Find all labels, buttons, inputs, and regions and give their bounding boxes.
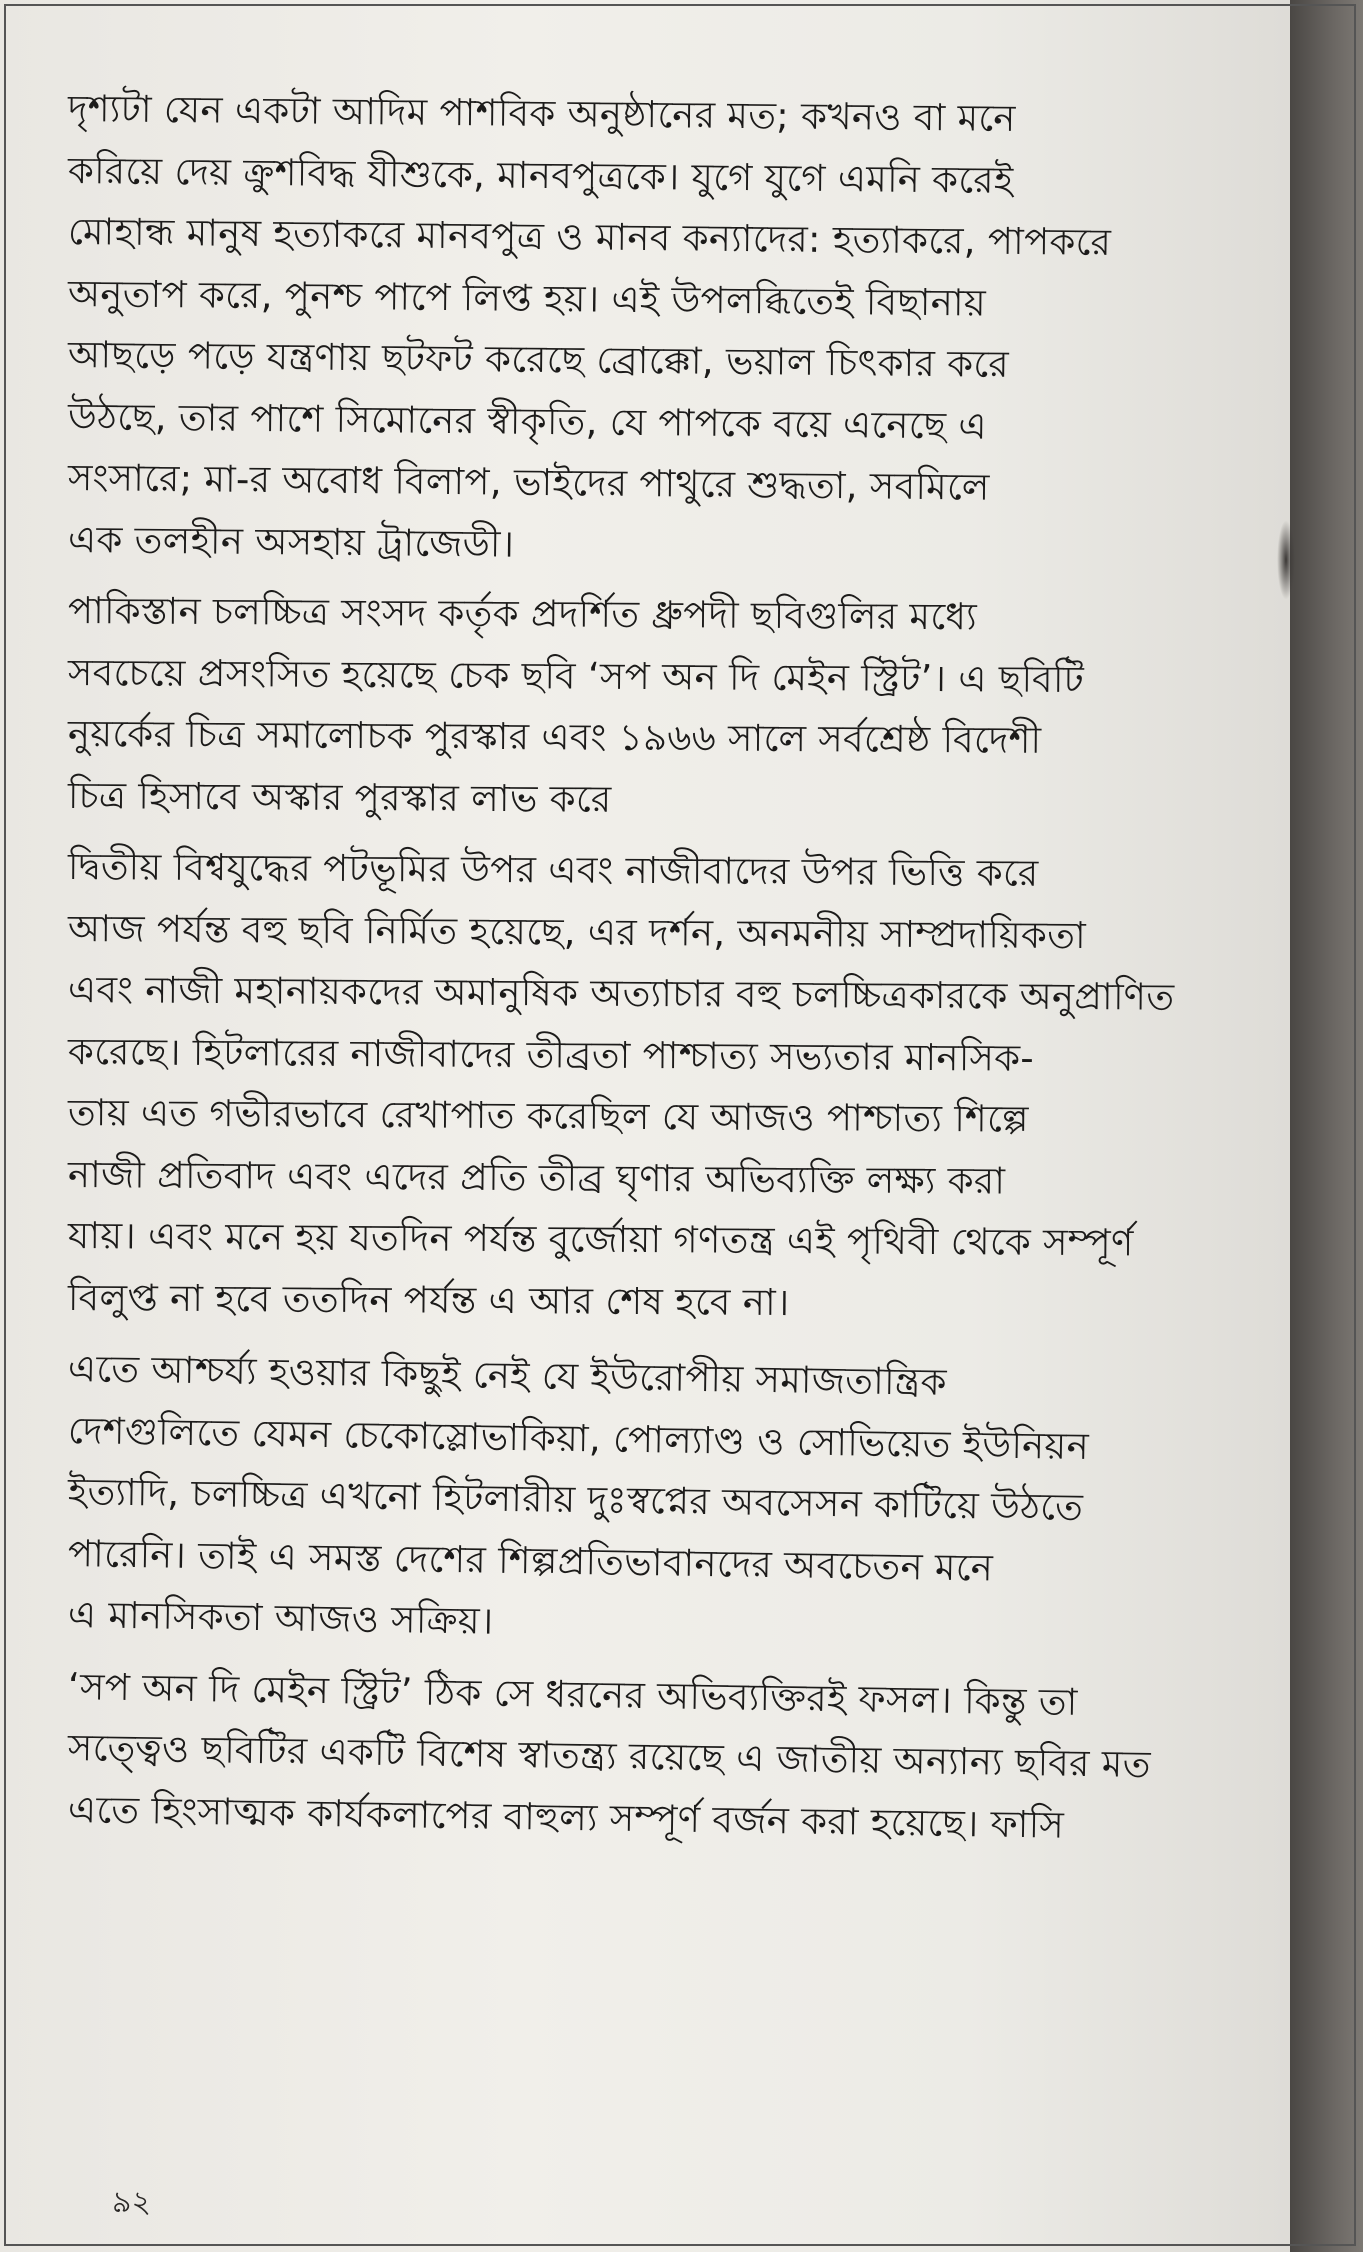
text-line: সত্ত্বেও ছবিটির একটি বিশেষ স্বাতন্ত্র্য রয়েছে এ জাতীয় অন্যান্য ছবির মত bbox=[67, 1726, 1152, 1787]
text-line: বিলুপ্ত না হবে ততদিন পর্যন্ত এ আর শেষ হবে না। bbox=[67, 1275, 790, 1324]
text-line: তায় এত গভীরভাবে রেখাপাত করেছিল যে আজও পাশ্চাত্য শিল্পে bbox=[67, 1091, 1029, 1141]
text-line: পাকিস্তান চলচ্চিত্র সংসদ কর্তৃক প্রদর্শিত ধ্রুপদী ছবিগুলির মধ্যে bbox=[67, 589, 978, 639]
text-line: দ্বিতীয় বিশ্বযুদ্ধের পটভূমির উপর এবং নাজীবাদের উপর ভিত্তি করে bbox=[67, 845, 1039, 895]
binding-shadow bbox=[1277, 520, 1295, 600]
text-line: উঠছে, তার পাশে সিমোনের স্বীকৃতি, যে পাপকে বয়ে এনেছে এ bbox=[67, 394, 988, 448]
text-line: ইত্যাদি, চলচ্চিত্র এখনো হিটলারীয় দুঃস্বপ্নের অবসেসন কাটিয়ে উঠতে bbox=[67, 1470, 1084, 1529]
text-line: সবচেয়ে প্রসংসিত হয়েছে চেক ছবি ‘সপ অন দি মেইন স্ট্রিট’। এ ছবিটি bbox=[67, 650, 1085, 701]
text-line: এতে আশ্চর্য্য হওয়ার কিছুই নেই যে ইউরোপীয় সমাজতান্ত্রিক bbox=[67, 1347, 948, 1404]
text-line: চিত্র হিসাবে অস্কার পুরস্কার লাভ করে bbox=[67, 773, 612, 821]
paragraph-2 bbox=[68, 580, 1278, 826]
paragraph-3 bbox=[68, 836, 1278, 1328]
paragraph-5 bbox=[67, 1656, 1278, 1847]
text-line: নাজী প্রতিবাদ এবং এদের প্রতি তীব্র ঘৃণার অভিব্যক্তি লক্ষ্য করা bbox=[67, 1152, 1006, 1203]
text-line: আছড়ে পড়ে যন্ত্রণায় ছটফট করেছে ব্রোক্কো, ভয়াল চিৎকার করে bbox=[67, 333, 1010, 386]
text-line: করেছে। হিটলারের নাজীবাদের তীব্রতা পাশ্চাত্য সভ্যতার মানসিক- bbox=[67, 1029, 1035, 1080]
text-line: পারেনি। তাই এ সমস্ত দেশের শিল্পপ্রতিভাবানদের অবচেতন মনে bbox=[67, 1531, 994, 1590]
page-edge bbox=[1290, 0, 1363, 2252]
text-line: অনুতাপ করে, পুনশ্চ পাপে লিপ্ত হয়। এই উপলব্ধিতেই বিছানায় bbox=[67, 271, 987, 325]
text-line: নুয়র্কের চিত্র সমালোচক পুরস্কার এবং ১৯৬৬ সালে সর্বশ্রেষ্ঠ বিদেশী bbox=[67, 712, 1042, 762]
paragraph-4 bbox=[68, 1338, 1278, 1646]
text-line: এবং নাজী মহানায়কদের অমানুষিক অত্যাচার বহু চলচ্চিত্রকারকে অনুপ্রাণিত bbox=[67, 968, 1175, 1019]
text-line: করিয়ে দেয় ক্রুশবিদ্ধ যীশুকে, মানবপুত্রকে। যুগে যুগে এমনি করেই bbox=[67, 148, 1014, 202]
paragraph-1 bbox=[68, 78, 1278, 570]
text-line: যায়। এবং মনে হয় যতদিন পর্যন্ত বুর্জোয়া গণতন্ত্র এই পৃথিবী থেকে সম্পূর্ণ bbox=[67, 1214, 1134, 1265]
text-line: সংসারে; মা-র অবোধ বিলাপ, ভাইদের পাথুরে শুদ্ধতা, সবমিলে bbox=[67, 456, 990, 509]
text-line: এতে হিংসাত্মক কার্যকলাপের বাহুল্য সম্পূর্ণ বর্জন করা হয়েছে। ফাসি bbox=[67, 1787, 1065, 1847]
text-line: আজ পর্যন্ত বহু ছবি নির্মিত হয়েছে, এর দর্শন, অনমনীয় সাম্প্রদায়িকতা bbox=[67, 906, 1087, 957]
text-line: মোহান্ধ মানুষ হত্যাকরে মানবপুত্র ও মানব কন্যাদের: হত্যাকরে, পাপকরে bbox=[67, 210, 1112, 264]
page-number: ৯২ bbox=[112, 2185, 151, 2220]
page-text bbox=[68, 78, 1278, 1850]
text-line: এক তলহীন অসহায় ট্রাজেডী। bbox=[67, 517, 515, 566]
text-line: দৃশ্যটা যেন একটা আদিম পাশবিক অনুষ্ঠানের মত; কখনও বা মনে bbox=[67, 87, 1016, 140]
text-line: এ মানসিকতা আজও সক্রিয়। bbox=[67, 1593, 494, 1643]
text-line: ‘সপ অন দি মেইন স্ট্রিট’ ঠিক সে ধরনের অভিব্যক্তিরই ফসল। কিন্তু তা bbox=[67, 1664, 1078, 1724]
text-line: দেশগুলিতে যেমন চেকোস্লোভাকিয়া, পোল্যাণ্ড ও সোভিয়েত ইউনিয়ন bbox=[67, 1408, 1090, 1468]
